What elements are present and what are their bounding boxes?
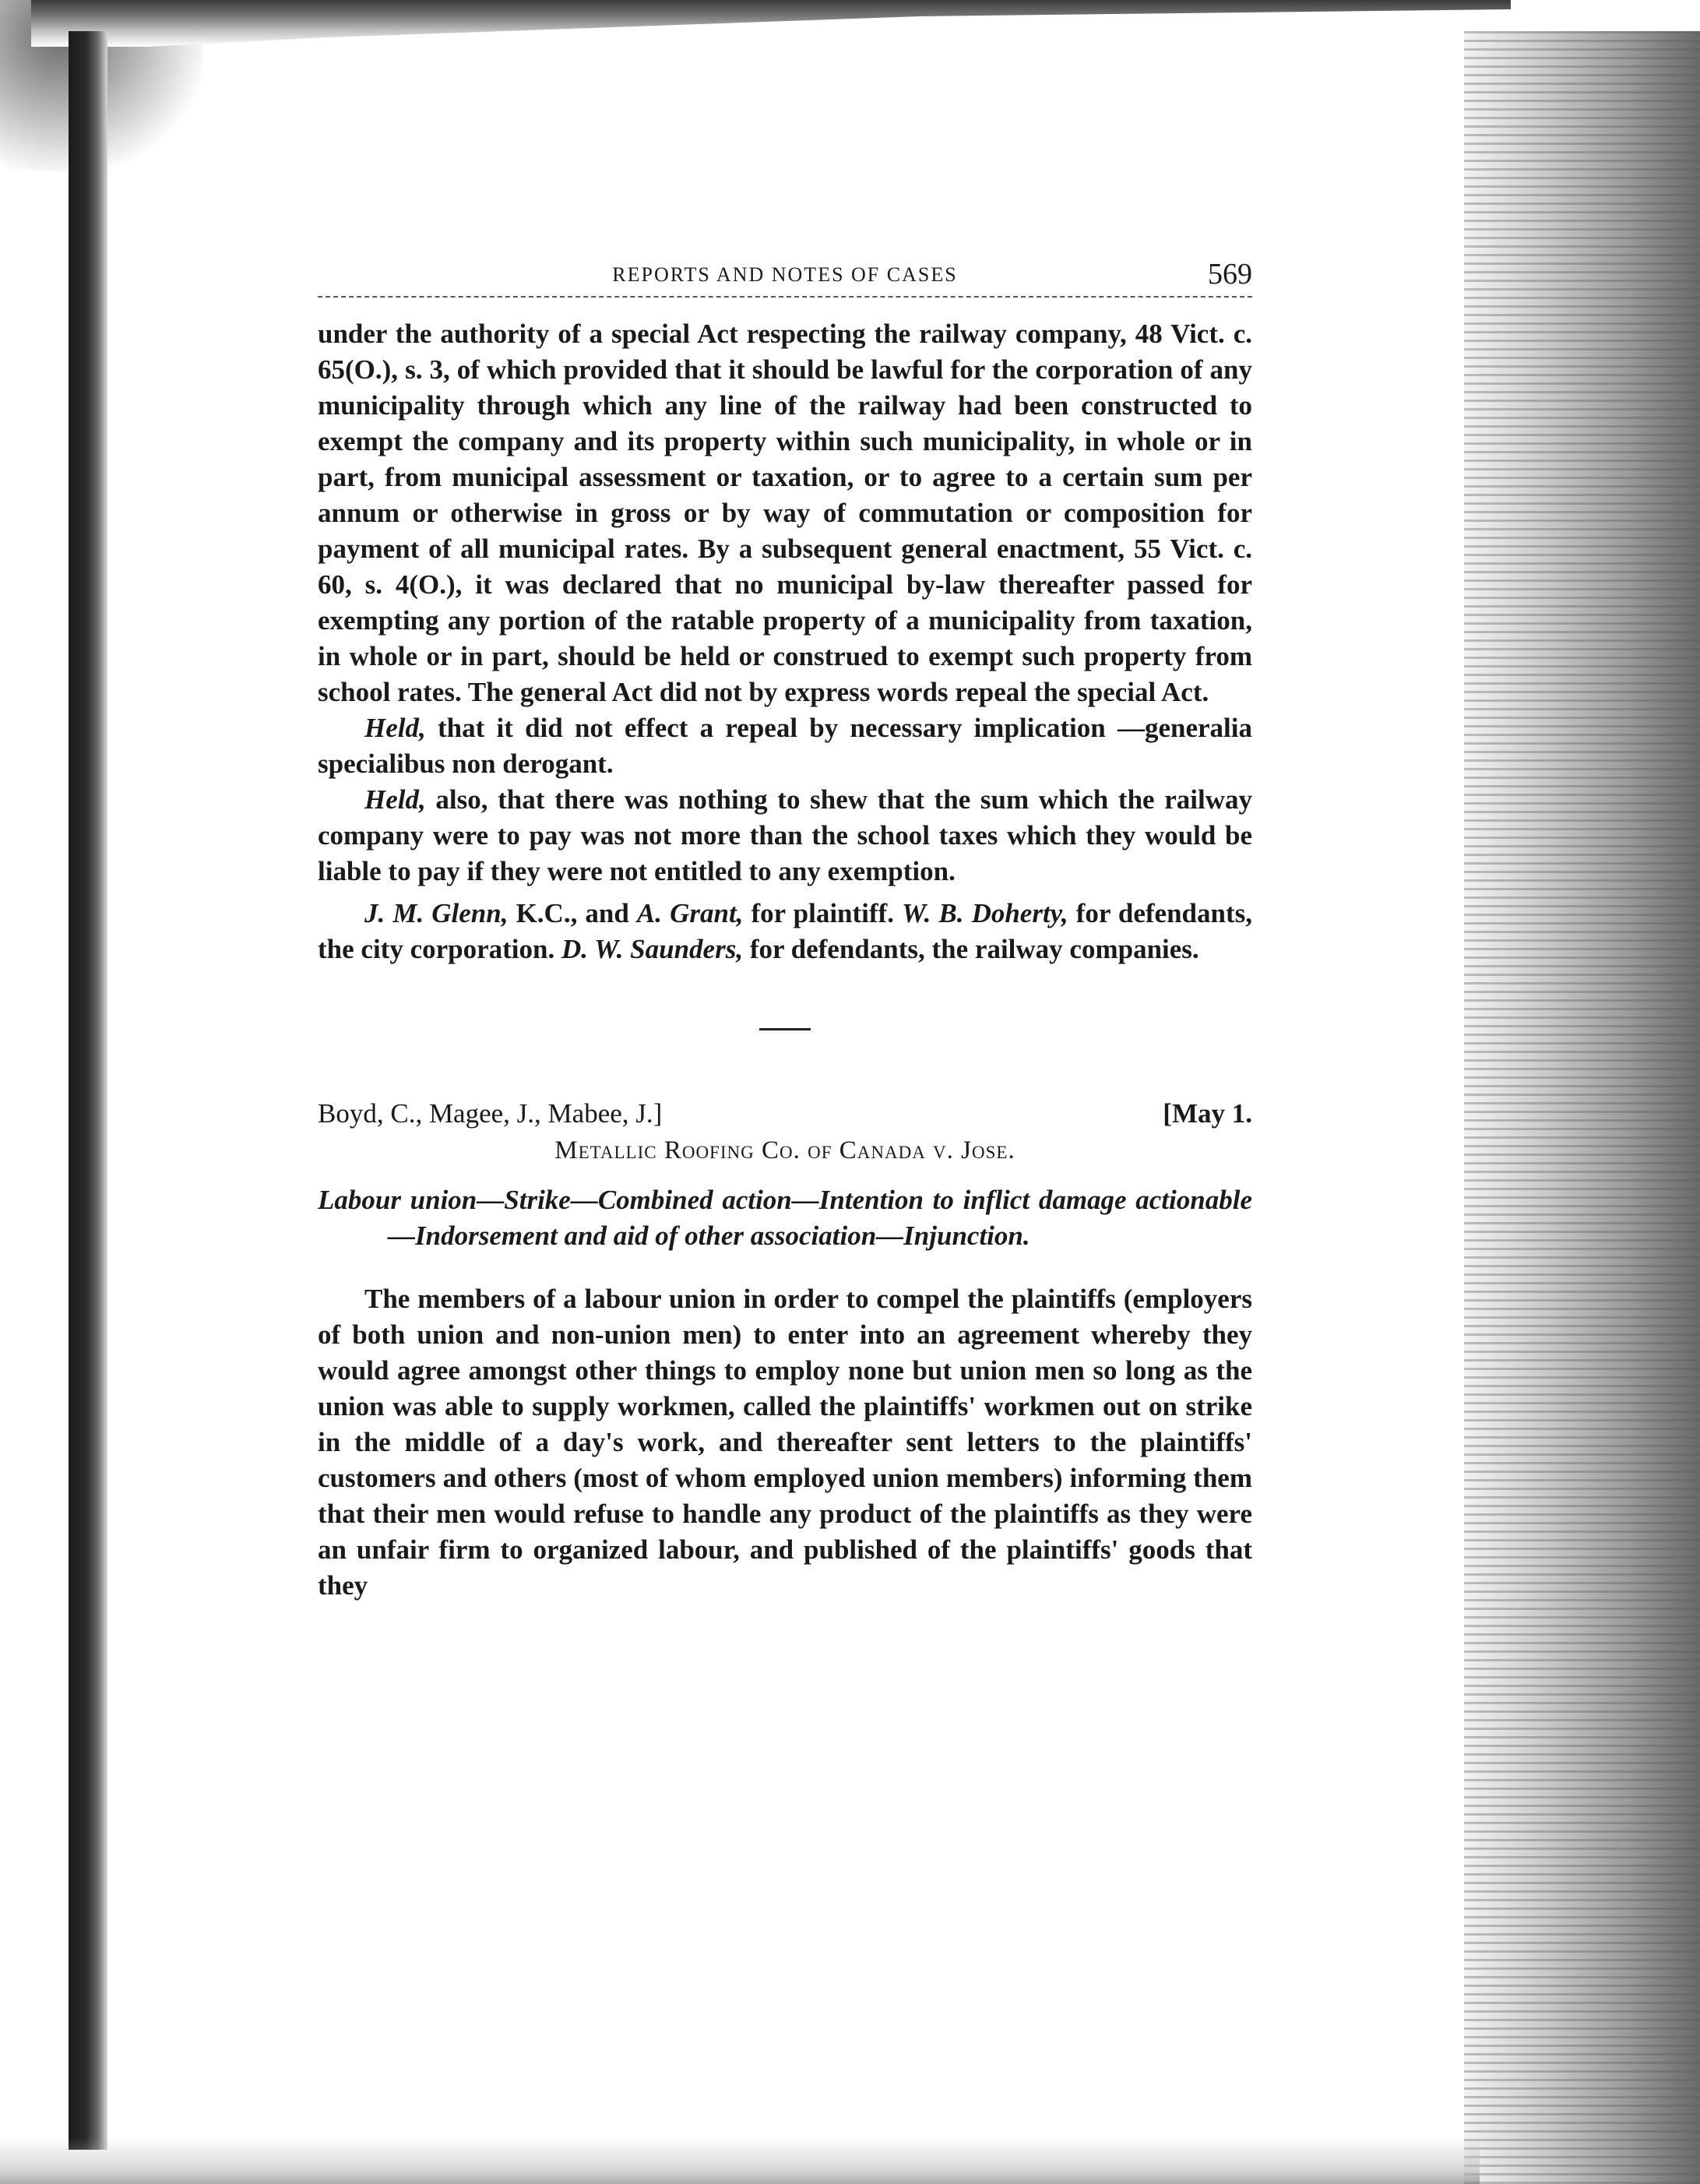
book-page [318,249,1252,1604]
case2-judges: Boyd, C., Magee, J., Mabee, J.] [318,1098,663,1129]
scan-shadow-bottom [0,2138,1480,2184]
counsel-name: J. M. Glenn, [364,898,509,928]
case2-body: The members of a labour union in order to compel the plaintiffs (employers of both union and non-union men) to enter into an agreement whereby they would agree amongst other things to employ none but union men so long as the union was able to supply workmen, called the plaintiffs' workmen out on strike in the middle of a day's work, and thereafter sent letters to the plaintiffs' customers and others (most of whom employed union members) informing them that their men would refuse to handle any product of the plaintiffs as they were an unfair firm to organized labour, and published of the plaintiffs' goods that they [318,1284,1252,1601]
page-number: 569 [1208,258,1252,291]
case1-body: under the authority of a special Act respecting the railway company, 48 Vict. c. 65(O.), s. 3, of which provided that it should be lawful for the corporation of any municipality through which any line of the railway had been constructed to exempt the company and its property within such municipality, in whole or in part, from municipal assessment or taxation, or to agree to a certain sum per annum or otherwise in gross or by way of commutation or composition for payment of all municipal rates. By a subsequent general enactment, 55 Vict. c. 60, s. 4(O.), it was declared that no municipal by-law thereafter passed for exempting any portion of the ratable property of a municipality from taxation, in whole or in part, should be held or construed to exempt such property from school rates. The general Act did not by express words repeal the special Act. [318,319,1252,707]
held-text: also, that there was nothing to shew that the sum which the railway company were to pay was not more than the school taxes which they would be liable to pay if they were not entitled to any exemption. [318,784,1252,886]
book-spine-shadow [69,31,107,2150]
counsel-name: W. B. Doherty, [902,898,1068,928]
counsel-text: K.C., and [508,898,637,928]
scan-shadow-top [31,0,1511,47]
counsel-name: A. Grant, [636,898,744,928]
case2-headnote: Labour union—Strike—Combined action—Intention to inflict damage actionable—Indorsement and aid of other association—Injunction. [318,1185,1252,1251]
case1-counsel [318,896,1252,967]
section-divider [759,1028,811,1030]
counsel-text: for plaintiff. [743,898,903,928]
case2-judges-row [318,1096,1252,1132]
held-label: Held, [364,784,426,815]
held-label: Held, [364,713,426,743]
case2-title: Metallic Roofing Co. of Canada v. Jose. [554,1136,1015,1164]
running-title: REPORTS AND NOTES OF CASES [612,263,958,286]
counsel-text: for defendants, the city corporation. [318,898,1253,964]
counsel-text: for defendants, the railway companies. [743,934,1199,964]
held-text: that it did not effect a repeal by necessary implication —generalia specialibus non derogant. [318,713,1252,779]
page-edge-shadow [1464,31,1700,2184]
case1-held-1 [318,710,1252,782]
counsel-name: D. W. Saunders, [561,934,744,964]
case2-date: [May 1. [1163,1098,1252,1129]
running-header [318,249,1252,298]
case1-held-2 [318,782,1252,889]
